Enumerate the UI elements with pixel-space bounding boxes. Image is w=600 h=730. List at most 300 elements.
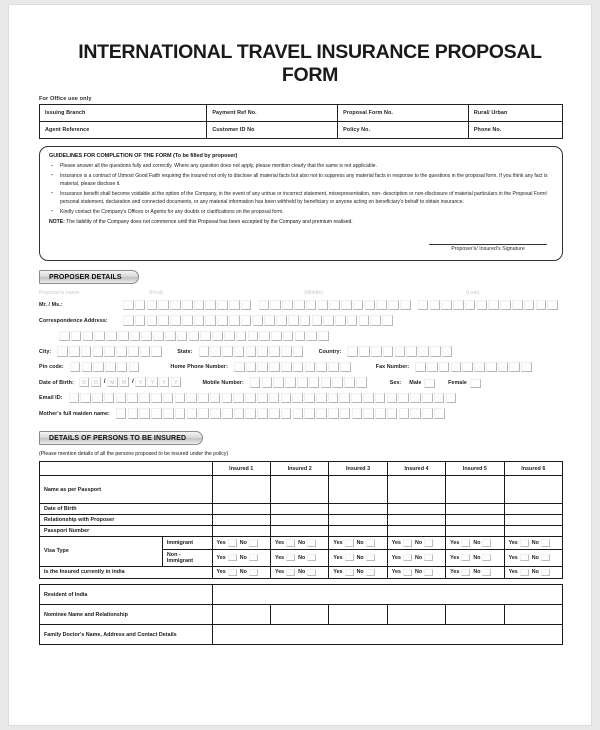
comb-cell[interactable] — [194, 315, 205, 326]
comb-cell[interactable] — [118, 331, 129, 342]
comb-cell[interactable] — [332, 377, 343, 388]
comb-cell[interactable] — [135, 315, 146, 326]
comb-cell[interactable] — [175, 393, 186, 404]
comb-cell[interactable] — [130, 331, 141, 342]
comb-cell[interactable] — [375, 393, 386, 404]
comb-cell[interactable] — [488, 300, 499, 311]
comb-cell[interactable] — [347, 346, 358, 357]
yes-checkbox[interactable] — [286, 539, 295, 547]
comb-cell[interactable] — [141, 331, 152, 342]
comb-cell[interactable] — [335, 315, 346, 326]
comb-cell[interactable]: Y — [159, 377, 170, 388]
comb-cell[interactable] — [524, 300, 535, 311]
comb-cell[interactable] — [83, 331, 94, 342]
comb-cell[interactable] — [356, 377, 367, 388]
dob-input[interactable] — [79, 377, 183, 388]
comb-cell[interactable] — [158, 315, 169, 326]
comb-cell[interactable] — [246, 362, 257, 373]
comb-cell[interactable] — [399, 408, 410, 419]
comb-cell[interactable] — [93, 362, 104, 373]
comb-cell[interactable] — [189, 331, 200, 342]
yes-checkbox[interactable] — [286, 554, 295, 562]
comb-cell[interactable] — [498, 362, 509, 373]
input-cell[interactable] — [270, 515, 328, 526]
input-cell[interactable] — [504, 526, 562, 537]
comb-cell[interactable] — [446, 393, 457, 404]
comb-cell[interactable] — [415, 362, 426, 373]
comb-cell[interactable] — [427, 362, 438, 373]
proposer-first-name-input[interactable] — [123, 300, 253, 311]
input-cell[interactable] — [329, 515, 387, 526]
comb-cell[interactable] — [117, 362, 128, 373]
yes-checkbox[interactable] — [461, 539, 470, 547]
no-checkbox[interactable] — [249, 569, 258, 577]
comb-cell[interactable] — [269, 362, 280, 373]
yes-checkbox[interactable] — [345, 539, 354, 547]
comb-cell[interactable]: M — [107, 377, 118, 388]
comb-cell[interactable] — [306, 331, 317, 342]
comb-cell[interactable] — [151, 408, 162, 419]
comb-cell[interactable] — [257, 346, 268, 357]
comb-cell[interactable] — [127, 393, 138, 404]
no-checkbox[interactable] — [424, 539, 433, 547]
comb-cell[interactable] — [82, 362, 93, 373]
input-cell[interactable] — [212, 526, 270, 537]
comb-cell[interactable] — [442, 346, 453, 357]
address-line1-input[interactable] — [123, 315, 394, 326]
comb-cell[interactable] — [222, 408, 233, 419]
comb-cell[interactable] — [339, 393, 350, 404]
comb-cell[interactable] — [229, 300, 240, 311]
comb-cell[interactable] — [234, 408, 245, 419]
comb-cell[interactable]: Y — [147, 377, 158, 388]
comb-cell[interactable] — [434, 393, 445, 404]
comb-cell[interactable] — [245, 408, 256, 419]
comb-cell[interactable] — [236, 331, 247, 342]
home-phone-input[interactable] — [234, 362, 352, 373]
comb-cell[interactable] — [212, 331, 223, 342]
comb-cell[interactable] — [281, 362, 292, 373]
no-checkbox[interactable] — [541, 554, 550, 562]
comb-cell[interactable] — [269, 408, 280, 419]
cell-agent-reference[interactable]: Agent Reference — [40, 122, 207, 139]
comb-cell[interactable] — [170, 300, 181, 311]
comb-cell[interactable] — [363, 408, 374, 419]
no-checkbox[interactable] — [249, 539, 258, 547]
input-cell[interactable] — [329, 476, 387, 504]
comb-cell[interactable] — [116, 393, 127, 404]
comb-cell[interactable] — [116, 408, 127, 419]
comb-cell[interactable] — [477, 300, 488, 311]
comb-cell[interactable] — [283, 331, 294, 342]
input-cell[interactable] — [329, 526, 387, 537]
input-cell[interactable] — [446, 526, 504, 537]
comb-cell[interactable] — [318, 331, 329, 342]
comb-cell[interactable] — [229, 315, 240, 326]
comb-cell[interactable] — [59, 331, 70, 342]
input-cell[interactable] — [270, 526, 328, 537]
comb-cell[interactable]: D — [91, 377, 102, 388]
proposer-last-name-input[interactable] — [418, 300, 559, 311]
comb-cell[interactable] — [321, 377, 332, 388]
no-checkbox[interactable] — [482, 569, 491, 577]
comb-cell[interactable] — [210, 346, 221, 357]
signature-label[interactable]: Proposer's/ Insured's Signature — [429, 244, 547, 253]
input-cell[interactable] — [212, 515, 270, 526]
comb-cell[interactable] — [353, 300, 364, 311]
input-cell[interactable] — [387, 476, 445, 504]
comb-cell[interactable] — [151, 346, 162, 357]
comb-cell[interactable] — [200, 331, 211, 342]
comb-cell[interactable] — [194, 300, 205, 311]
comb-cell[interactable] — [316, 362, 327, 373]
input-cell[interactable] — [446, 605, 504, 625]
input-cell[interactable] — [212, 504, 270, 515]
comb-cell[interactable] — [297, 377, 308, 388]
comb-cell[interactable] — [241, 315, 252, 326]
comb-cell[interactable] — [304, 393, 315, 404]
comb-cell[interactable] — [106, 331, 117, 342]
comb-cell[interactable] — [418, 300, 429, 311]
comb-cell[interactable] — [500, 300, 511, 311]
comb-cell[interactable] — [269, 393, 280, 404]
comb-cell[interactable] — [376, 300, 387, 311]
fax-input[interactable] — [415, 362, 533, 373]
comb-cell[interactable] — [165, 331, 176, 342]
comb-cell[interactable] — [400, 300, 411, 311]
yes-checkbox[interactable] — [228, 554, 237, 562]
input-cell[interactable] — [212, 625, 562, 645]
comb-cell[interactable] — [430, 346, 441, 357]
mobile-input[interactable] — [250, 377, 368, 388]
comb-cell[interactable] — [241, 300, 252, 311]
yes-checkbox[interactable] — [345, 554, 354, 562]
comb-cell[interactable] — [264, 315, 275, 326]
comb-cell[interactable] — [158, 300, 169, 311]
comb-cell[interactable] — [329, 300, 340, 311]
comb-cell[interactable] — [406, 346, 417, 357]
no-checkbox[interactable] — [424, 554, 433, 562]
comb-cell[interactable] — [234, 346, 245, 357]
yes-checkbox[interactable] — [228, 569, 237, 577]
comb-cell[interactable] — [269, 346, 280, 357]
comb-cell[interactable] — [434, 408, 445, 419]
comb-cell[interactable] — [304, 408, 315, 419]
input-cell[interactable] — [270, 605, 328, 625]
input-cell[interactable] — [212, 585, 562, 605]
yes-checkbox[interactable] — [403, 569, 412, 577]
comb-cell[interactable] — [344, 377, 355, 388]
comb-cell[interactable] — [451, 362, 462, 373]
comb-cell[interactable] — [104, 346, 115, 357]
comb-cell[interactable] — [69, 393, 80, 404]
no-checkbox[interactable] — [366, 569, 375, 577]
comb-cell[interactable] — [139, 408, 150, 419]
sex-male-checkbox[interactable] — [424, 379, 435, 388]
comb-cell[interactable] — [418, 346, 429, 357]
input-cell[interactable] — [270, 504, 328, 515]
no-checkbox[interactable] — [482, 539, 491, 547]
comb-cell[interactable] — [509, 362, 520, 373]
input-cell[interactable] — [212, 476, 270, 504]
comb-cell[interactable] — [262, 377, 273, 388]
no-checkbox[interactable] — [249, 554, 258, 562]
comb-cell[interactable] — [294, 300, 305, 311]
comb-cell[interactable] — [536, 300, 547, 311]
comb-cell[interactable] — [210, 393, 221, 404]
input-cell[interactable] — [504, 515, 562, 526]
comb-cell[interactable] — [293, 346, 304, 357]
comb-cell[interactable] — [248, 331, 259, 342]
comb-cell[interactable] — [234, 362, 245, 373]
comb-cell[interactable] — [129, 362, 140, 373]
comb-cell[interactable] — [328, 408, 339, 419]
comb-cell[interactable] — [347, 315, 358, 326]
input-cell[interactable] — [329, 605, 387, 625]
comb-cell[interactable] — [271, 331, 282, 342]
comb-cell[interactable] — [395, 346, 406, 357]
comb-cell[interactable] — [217, 300, 228, 311]
comb-cell[interactable] — [281, 346, 292, 357]
comb-cell[interactable] — [70, 362, 81, 373]
comb-cell[interactable] — [453, 300, 464, 311]
yes-checkbox[interactable] — [520, 539, 529, 547]
cell-policy-no[interactable]: Policy No. — [338, 122, 469, 139]
comb-cell[interactable] — [257, 393, 268, 404]
comb-cell[interactable] — [340, 362, 351, 373]
cell-payment-ref[interactable]: Payment Ref No. — [207, 105, 338, 122]
mother-name-input[interactable] — [116, 408, 446, 419]
comb-cell[interactable] — [163, 393, 174, 404]
comb-cell[interactable] — [153, 331, 164, 342]
email-input[interactable] — [69, 393, 458, 404]
comb-cell[interactable] — [439, 362, 450, 373]
sex-female-checkbox[interactable] — [470, 379, 481, 388]
comb-cell[interactable] — [285, 377, 296, 388]
comb-cell[interactable] — [273, 377, 284, 388]
comb-cell[interactable] — [182, 300, 193, 311]
no-checkbox[interactable] — [307, 539, 316, 547]
cell-rural-urban[interactable]: Rural/ Urban — [468, 105, 562, 122]
comb-cell[interactable] — [139, 393, 150, 404]
comb-cell[interactable] — [370, 315, 381, 326]
comb-cell[interactable] — [186, 393, 197, 404]
comb-cell[interactable] — [422, 408, 433, 419]
comb-cell[interactable] — [175, 408, 186, 419]
comb-cell[interactable] — [147, 300, 158, 311]
comb-cell[interactable] — [147, 315, 158, 326]
input-cell[interactable] — [387, 504, 445, 515]
yes-checkbox[interactable] — [403, 554, 412, 562]
pincode-input[interactable] — [70, 362, 141, 373]
comb-cell[interactable] — [182, 315, 193, 326]
proposer-middle-name-input[interactable] — [259, 300, 412, 311]
comb-cell[interactable] — [81, 346, 92, 357]
comb-cell[interactable] — [295, 331, 306, 342]
comb-cell[interactable] — [123, 300, 134, 311]
comb-cell[interactable] — [276, 315, 287, 326]
comb-cell[interactable] — [222, 346, 233, 357]
comb-cell[interactable] — [465, 300, 476, 311]
cell-customer-id[interactable]: Customer ID No — [207, 122, 338, 139]
comb-cell[interactable] — [199, 346, 210, 357]
comb-cell[interactable] — [128, 408, 139, 419]
input-cell[interactable] — [387, 515, 445, 526]
comb-cell[interactable] — [71, 331, 82, 342]
comb-cell[interactable] — [116, 346, 127, 357]
comb-cell[interactable] — [205, 300, 216, 311]
comb-cell[interactable] — [410, 393, 421, 404]
no-checkbox[interactable] — [366, 554, 375, 562]
comb-cell[interactable] — [306, 300, 317, 311]
comb-cell[interactable] — [281, 393, 292, 404]
comb-cell[interactable] — [312, 315, 323, 326]
comb-cell[interactable] — [293, 408, 304, 419]
comb-cell[interactable] — [104, 393, 115, 404]
city-input[interactable] — [57, 346, 163, 357]
no-checkbox[interactable] — [541, 569, 550, 577]
comb-cell[interactable] — [486, 362, 497, 373]
comb-cell[interactable] — [292, 393, 303, 404]
comb-cell[interactable] — [163, 408, 174, 419]
comb-cell[interactable] — [462, 362, 473, 373]
yes-checkbox[interactable] — [286, 569, 295, 577]
comb-cell[interactable] — [198, 408, 209, 419]
comb-cell[interactable] — [250, 377, 261, 388]
no-checkbox[interactable] — [482, 554, 491, 562]
comb-cell[interactable] — [253, 315, 264, 326]
comb-cell[interactable] — [210, 408, 221, 419]
address-line2-input[interactable] — [59, 331, 330, 342]
no-checkbox[interactable] — [307, 554, 316, 562]
comb-cell[interactable] — [305, 362, 316, 373]
comb-cell[interactable] — [316, 408, 327, 419]
comb-cell[interactable] — [293, 362, 304, 373]
comb-cell[interactable] — [288, 315, 299, 326]
comb-cell[interactable] — [318, 300, 329, 311]
comb-cell[interactable] — [128, 346, 139, 357]
comb-cell[interactable] — [547, 300, 558, 311]
comb-cell[interactable] — [177, 331, 188, 342]
input-cell[interactable] — [387, 605, 445, 625]
comb-cell[interactable] — [340, 408, 351, 419]
comb-cell[interactable] — [257, 408, 268, 419]
comb-cell[interactable] — [371, 346, 382, 357]
input-cell[interactable] — [504, 476, 562, 504]
comb-cell[interactable] — [410, 408, 421, 419]
comb-cell[interactable] — [80, 393, 91, 404]
comb-cell[interactable] — [105, 362, 116, 373]
comb-cell[interactable] — [474, 362, 485, 373]
comb-cell[interactable] — [233, 393, 244, 404]
input-cell[interactable] — [329, 504, 387, 515]
comb-cell[interactable] — [205, 315, 216, 326]
comb-cell[interactable] — [259, 331, 270, 342]
comb-cell[interactable] — [351, 393, 362, 404]
comb-cell[interactable] — [170, 315, 181, 326]
no-checkbox[interactable] — [307, 569, 316, 577]
no-checkbox[interactable] — [366, 539, 375, 547]
comb-cell[interactable] — [441, 300, 452, 311]
comb-cell[interactable] — [245, 393, 256, 404]
comb-cell[interactable] — [422, 393, 433, 404]
input-cell[interactable] — [387, 526, 445, 537]
cell-proposal-form-no[interactable]: Proposal Form No. — [338, 105, 469, 122]
comb-cell[interactable] — [57, 346, 68, 357]
yes-checkbox[interactable] — [345, 569, 354, 577]
no-checkbox[interactable] — [541, 539, 550, 547]
comb-cell[interactable] — [92, 393, 103, 404]
comb-cell[interactable] — [328, 393, 339, 404]
yes-checkbox[interactable] — [520, 554, 529, 562]
yes-checkbox[interactable] — [228, 539, 237, 547]
yes-checkbox[interactable] — [461, 569, 470, 577]
comb-cell[interactable] — [135, 300, 146, 311]
comb-cell[interactable] — [257, 362, 268, 373]
comb-cell[interactable] — [365, 300, 376, 311]
comb-cell[interactable] — [382, 315, 393, 326]
comb-cell[interactable] — [359, 315, 370, 326]
comb-cell[interactable] — [430, 300, 441, 311]
comb-cell[interactable] — [375, 408, 386, 419]
input-cell[interactable] — [504, 605, 562, 625]
comb-cell[interactable] — [259, 300, 270, 311]
comb-cell[interactable] — [281, 408, 292, 419]
comb-cell[interactable] — [359, 346, 370, 357]
comb-cell[interactable] — [222, 393, 233, 404]
cell-issuing-branch[interactable]: Issuing Branch — [40, 105, 207, 122]
comb-cell[interactable]: Y — [171, 377, 182, 388]
comb-cell[interactable] — [282, 300, 293, 311]
comb-cell[interactable] — [328, 362, 339, 373]
comb-cell[interactable]: M — [119, 377, 130, 388]
comb-cell[interactable] — [151, 393, 162, 404]
comb-cell[interactable] — [521, 362, 532, 373]
comb-cell[interactable] — [387, 393, 398, 404]
yes-checkbox[interactable] — [403, 539, 412, 547]
comb-cell[interactable] — [94, 331, 105, 342]
comb-cell[interactable] — [246, 346, 257, 357]
input-cell[interactable] — [504, 504, 562, 515]
state-input[interactable] — [199, 346, 305, 357]
comb-cell[interactable] — [352, 408, 363, 419]
comb-cell[interactable] — [270, 300, 281, 311]
comb-cell[interactable] — [309, 377, 320, 388]
comb-cell[interactable] — [93, 346, 104, 357]
comb-cell[interactable] — [123, 315, 134, 326]
comb-cell[interactable]: D — [79, 377, 90, 388]
comb-cell[interactable]: Y — [135, 377, 146, 388]
input-cell[interactable] — [446, 515, 504, 526]
input-cell[interactable] — [446, 476, 504, 504]
comb-cell[interactable] — [512, 300, 523, 311]
comb-cell[interactable] — [140, 346, 151, 357]
comb-cell[interactable] — [341, 300, 352, 311]
comb-cell[interactable] — [187, 408, 198, 419]
yes-checkbox[interactable] — [520, 569, 529, 577]
input-cell[interactable] — [212, 605, 270, 625]
input-cell[interactable] — [446, 504, 504, 515]
comb-cell[interactable] — [300, 315, 311, 326]
comb-cell[interactable] — [198, 393, 209, 404]
comb-cell[interactable] — [387, 408, 398, 419]
comb-cell[interactable] — [383, 346, 394, 357]
yes-checkbox[interactable] — [461, 554, 470, 562]
no-checkbox[interactable] — [424, 569, 433, 577]
comb-cell[interactable] — [224, 331, 235, 342]
comb-cell[interactable] — [363, 393, 374, 404]
comb-cell[interactable] — [388, 300, 399, 311]
